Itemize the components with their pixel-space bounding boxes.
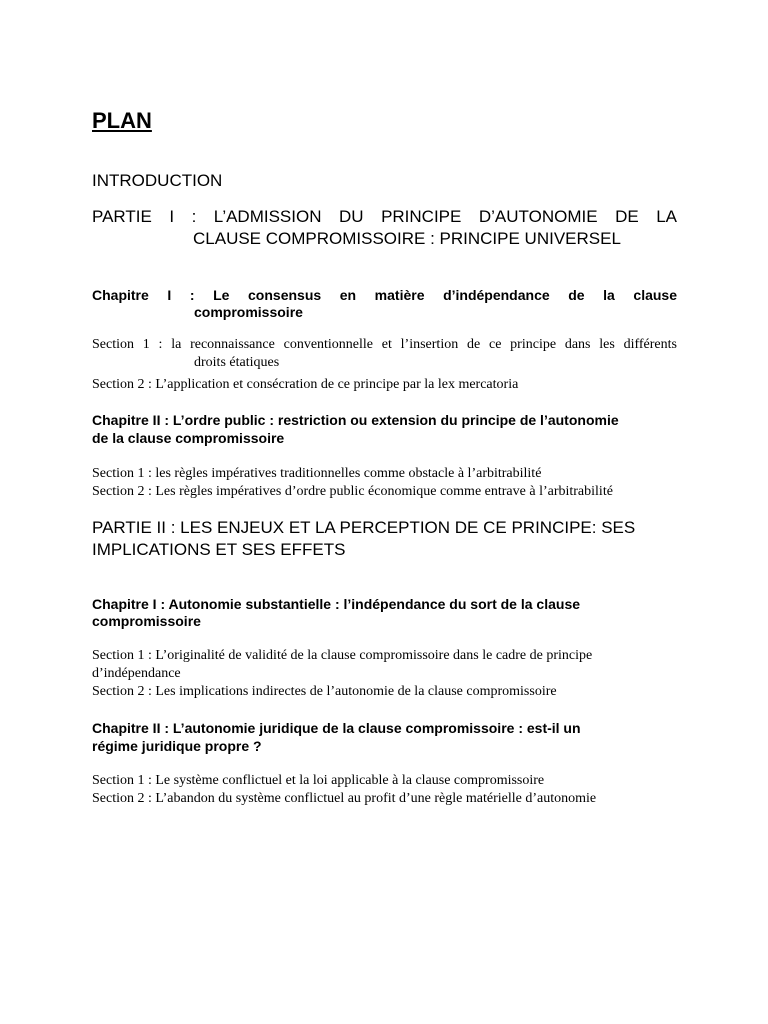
plan-title: PLAN [92,108,152,133]
partie-1-chapitre-2-section-2: Section 2 : Les règles impératives d’ordre public économique comme entrave à l’arbitrabilité [92,484,613,499]
introduction-heading: INTRODUCTION [92,171,223,190]
partie-2-chapitre-2-section-2: Section 2 : L’abandon du système conflictuel au profit d’une règle matérielle d’autonomie [92,791,597,806]
partie-2-heading-line-2: IMPLICATIONS ET SES EFFETS [92,540,346,559]
partie-2-chapitre-1-section-2: Section 2 : Les implications indirectes de l’autonomie de la clause compromissoire [92,684,557,699]
partie-1-chapitre-1-section-2: Section 2 : L’application et consécration de ce principe par la lex mercatoria [92,377,519,392]
partie-2-chapitre-2-section-1: Section 1 : Le système conflictuel et la loi applicable à la clause compromissoire [92,773,545,788]
partie-2-heading-line-1: PARTIE II : LES ENJEUX ET LA PERCEPTION DE CE PRINCIPE: SES [92,518,636,537]
partie-2-chapitre-1-line-1: Chapitre I : Autonomie substantielle : l’indépendance du sort de la clause [92,596,581,612]
partie-1-chapitre-1-line-1: Chapitre I : Le consensus en matière d’indépendance de la clause [92,287,677,303]
partie-1-chapitre-2-line-2: de la clause compromissoire [92,430,285,446]
partie-2-chapitre-1-section-1-line-1: Section 1 : L’originalité de validité de la clause compromissoire dans le cadre de principe [92,648,593,663]
partie-1-heading-line-2: CLAUSE COMPROMISSOIRE : PRINCIPE UNIVERSEL [193,229,621,248]
partie-2-chapitre-1-line-2: compromissoire [92,613,201,629]
partie-1-chapitre-2-line-1: Chapitre II : L’ordre public : restriction ou extension du principe de l’autonomie [92,412,619,428]
partie-2-chapitre-1-section-1-line-2: d’indépendance [92,666,181,681]
partie-1-heading-line-1: PARTIE I : L’ADMISSION DU PRINCIPE D’AUTONOMIE DE LA [92,207,677,226]
partie-2-chapitre-2-line-2: régime juridique propre ? [92,738,262,754]
partie-1-chapitre-1-section-1-line-1: Section 1 : la reconnaissance conventionnelle et l’insertion de ce principe dans les différents [92,337,677,352]
partie-2-chapitre-2-line-1: Chapitre II : L’autonomie juridique de la clause compromissoire : est-il un [92,720,581,736]
partie-1-chapitre-2-section-1: Section 1 : les règles impératives traditionnelles comme obstacle à l’arbitrabilité [92,466,542,481]
partie-1-chapitre-1-section-1-line-2: droits étatiques [194,355,280,370]
partie-1-chapitre-1-line-2: compromissoire [194,304,303,320]
